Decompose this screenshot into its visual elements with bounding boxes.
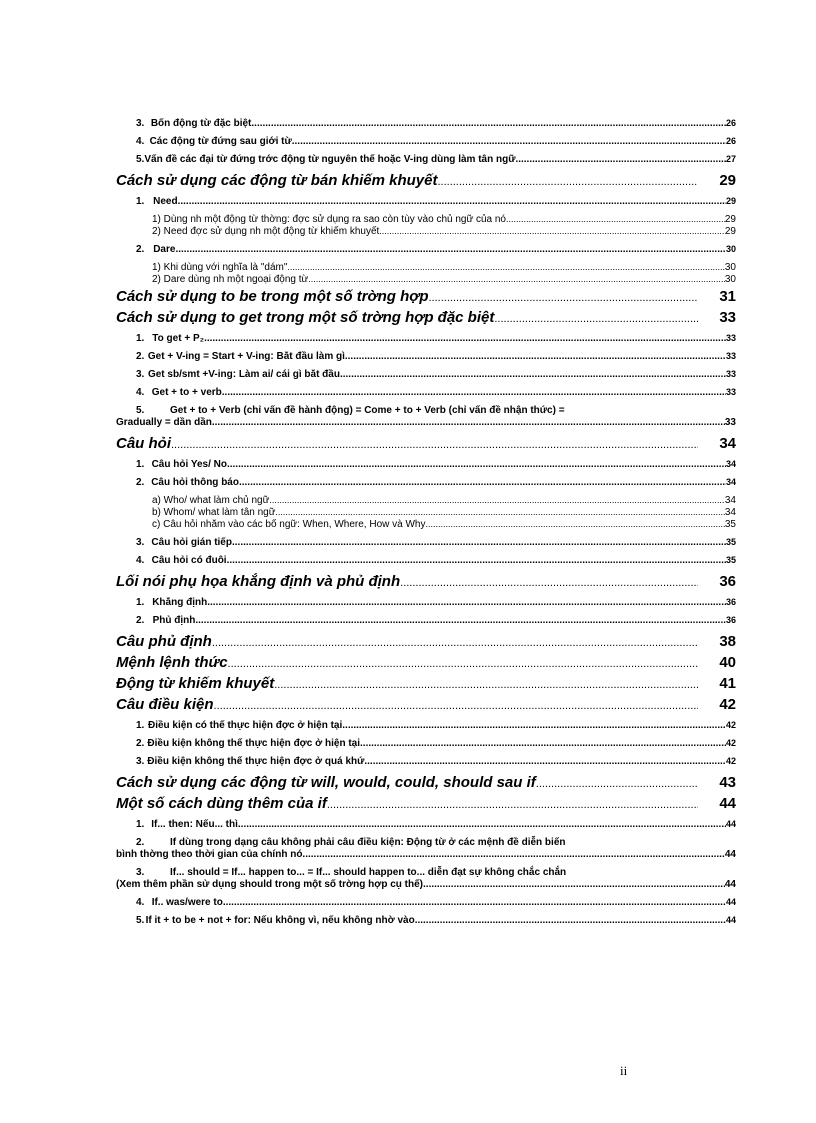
toc-leader-dots: [269, 495, 725, 505]
toc-subsection[interactable]: [116, 597, 740, 609]
toc-item[interactable]: [116, 495, 740, 507]
toc-entry-number: 1.: [136, 819, 145, 830]
toc-leader-dots: [251, 118, 726, 129]
toc-entry-number: 5.: [136, 405, 145, 416]
toc-leader-dots: [275, 507, 724, 517]
toc-item[interactable]: [116, 214, 740, 226]
toc-entry-title: Câu hỏi có đuôi: [151, 555, 227, 566]
toc-leader-dots: [212, 637, 698, 649]
toc-leader-dots: [274, 679, 698, 691]
toc-subsection[interactable]: [116, 136, 740, 148]
toc-leader-dots: [327, 799, 698, 811]
toc-leader-dots: [287, 262, 724, 272]
toc-entry-title-line-2: bình thờng theo thời gian của chính nó.: [116, 849, 306, 860]
toc-entry-title: Cách sử dụng các động từ bán khiếm khuyết: [116, 172, 438, 189]
toc-leader-dots: [305, 849, 725, 861]
toc-entry-number: 5.: [136, 915, 145, 926]
toc-entry-page: 44: [724, 879, 736, 890]
toc-subsection[interactable]: [116, 196, 740, 208]
toc-entry-title: Câu hỏi gián tiếp: [151, 537, 232, 548]
toc-leader-dots: [400, 577, 698, 589]
toc-section[interactable]: [116, 573, 740, 591]
toc-leader-dots: [232, 537, 726, 548]
toc-entry-title: Câu phủ định: [116, 633, 212, 650]
toc-section[interactable]: [116, 435, 740, 453]
toc-leader-dots: [506, 214, 725, 224]
toc-entry-page: 36: [719, 573, 736, 590]
toc-entry-number: 2.: [136, 477, 145, 488]
toc-entry-page: 33: [725, 369, 736, 379]
toc-item[interactable]: [116, 519, 740, 531]
toc-entry-title: Câu hỏi: [116, 435, 171, 452]
toc-entry-line-1: [116, 405, 736, 417]
toc-entry-number: 2.: [136, 615, 145, 626]
toc-entry-page: 30: [725, 244, 736, 254]
toc-entry-title: Câu điều kiện: [116, 696, 214, 713]
toc-leader-dots: [204, 333, 726, 344]
toc-entry-title: Điều kiện không thể thực hiện đợc ở hiện tại: [147, 738, 361, 749]
toc-subsection[interactable]: [116, 897, 740, 909]
toc-entry-title: Mệnh lệnh thức: [116, 654, 228, 671]
toc-entry-page: 42: [725, 756, 736, 766]
toc-entry-page: 41: [719, 675, 736, 692]
toc-leader-dots: [308, 274, 725, 284]
toc-leader-dots: [227, 459, 726, 470]
toc-entry-title: Vấn đề các đại từ đứng trớc động từ nguyên thể hoặc V-ing dùng làm tân ngữ: [144, 154, 516, 165]
toc-entry-page: 29: [724, 226, 736, 237]
toc-leader-dots: [494, 313, 698, 325]
toc-subsection[interactable]: [116, 244, 740, 256]
toc-entry-page: 29: [724, 214, 736, 225]
toc-section[interactable]: [116, 288, 740, 306]
toc-leader-dots: [195, 615, 726, 626]
toc-entry-page: 26: [725, 118, 736, 128]
toc-leader-dots: [345, 351, 726, 362]
toc-subsection[interactable]: [116, 555, 740, 567]
toc-leader-dots: [239, 477, 726, 488]
toc-entry-number: 3.: [136, 537, 145, 548]
toc-entry-number: 4.: [136, 897, 145, 908]
toc-entry-page: 34: [725, 459, 736, 469]
toc-entry-page: 42: [719, 696, 736, 713]
toc-leader-dots: [417, 915, 726, 926]
toc-entry-number: 1.: [136, 459, 145, 470]
toc-entry-page: 44: [725, 897, 736, 907]
toc-leader-dots: [536, 778, 698, 790]
toc-entry-line-2: [116, 417, 736, 429]
toc-entry-title: b) Whom/ what làm tân ngữ: [152, 507, 276, 518]
toc-section[interactable]: [116, 774, 740, 792]
toc-entry-page: 33: [719, 309, 736, 326]
toc-section[interactable]: [116, 633, 740, 651]
toc-entry-title: If... then: Nếu... thì: [151, 819, 238, 830]
toc-section[interactable]: [116, 172, 740, 190]
toc-subsection[interactable]: [116, 537, 740, 549]
toc-entry-page: 42: [725, 720, 736, 730]
toc-entry-page: 40: [719, 654, 736, 671]
toc-entry-title: Need: [153, 196, 178, 207]
toc-entry-title: 2) Dare dùng nh một ngoại động từ: [152, 274, 309, 285]
toc-entry-page: 33: [725, 351, 736, 361]
toc-entry-page: 35: [725, 555, 736, 565]
toc-entry-title: Cách sử dụng các động từ will, would, could, should sau if: [116, 774, 536, 791]
toc-entry-title: 1) Khi dùng với nghĩa là "dám": [152, 262, 288, 273]
toc-entry-title: a) Who/ what làm chủ ngữ: [152, 495, 270, 506]
toc-entry-line-1: [116, 867, 736, 879]
toc-subsection[interactable]: [116, 915, 740, 927]
table-of-contents: [116, 112, 740, 933]
toc-entry-number: 2.: [136, 738, 145, 749]
toc-subsection[interactable]: [116, 477, 740, 489]
toc-leader-dots: [437, 176, 698, 188]
toc-leader-dots: [343, 369, 726, 380]
toc-entry-title: Get sb/smt +V-ing: Làm ai/ cái gì bắt đầu.: [147, 369, 343, 380]
toc-entry-number: 4.: [136, 555, 145, 566]
toc-leader-dots: [212, 417, 725, 429]
toc-section[interactable]: [116, 795, 740, 813]
toc-leader-dots: [223, 897, 726, 908]
toc-entry-line-1: [116, 837, 736, 849]
toc-entry-wrapped[interactable]: [116, 837, 740, 861]
toc-leader-dots: [292, 136, 726, 147]
toc-section[interactable]: [116, 696, 740, 714]
toc-entry-title: Điều kiện có thể thực hiện đợc ở hiện tại: [147, 720, 343, 731]
toc-entry-title-line-1: If dùng trong dạng câu không phải câu điều kiện: Động từ ở các mệnh đề diễn biến: [170, 837, 566, 848]
toc-entry-title-line-1: If... should = If... happen to... = If... should happen to... diễn đạt sự không chắc chắn: [170, 867, 567, 878]
toc-entry-number: 2.: [136, 244, 145, 255]
toc-entry-number: 3.: [136, 369, 145, 380]
toc-leader-dots: [425, 519, 724, 529]
toc-entry-line-2: [116, 849, 736, 861]
toc-subsection[interactable]: [116, 118, 740, 130]
toc-entry-page: 34: [724, 495, 736, 506]
toc-subsection[interactable]: [116, 459, 740, 471]
toc-subsection[interactable]: [116, 756, 740, 768]
toc-subsection[interactable]: [116, 387, 740, 399]
toc-entry-title: Get + to + verb: [151, 387, 222, 398]
toc-leader-dots: [207, 597, 726, 608]
toc-entry-page: 27: [725, 154, 736, 164]
toc-entry-number: 4.: [136, 136, 145, 147]
toc-item[interactable]: [116, 274, 740, 286]
toc-entry-title-line-1: Get + to + Verb (chỉ vấn đề hành động) = Come + to + Verb (chỉ vấn đề nhận thức) =: [170, 405, 565, 416]
toc-entry-number: 3.: [136, 118, 145, 129]
toc-entry-title: Get + V-ing = Start + V-ing: Bắt đầu làm gì: [147, 351, 345, 362]
toc-leader-dots: [175, 244, 726, 255]
toc-entry-title-line-2: (Xem thêm phần sử dụng should trong một số trờng hợp cụ thể): [116, 879, 424, 890]
toc-entry-number: 4.: [136, 387, 145, 398]
toc-entry-title: Các động từ đứng sau giới từ: [149, 136, 292, 147]
toc-entry-page: 30: [724, 274, 736, 285]
toc-item[interactable]: [116, 507, 740, 519]
toc-leader-dots: [342, 720, 726, 731]
toc-entry-page: 33: [725, 333, 736, 343]
toc-entry-page: 44: [724, 849, 736, 860]
toc-entry-number: 3.: [136, 756, 145, 767]
toc-entry-wrapped[interactable]: [116, 405, 740, 429]
toc-entry-page: 31: [719, 288, 736, 305]
toc-entry-title: c) Câu hỏi nhắm vào các bổ ngữ: When, Where, How và Why: [152, 519, 426, 530]
toc-leader-dots: [423, 879, 725, 891]
toc-leader-dots: [238, 819, 726, 830]
toc-leader-dots: [171, 439, 698, 451]
toc-entry-number: 1.: [136, 597, 145, 608]
toc-entry-page: 33: [725, 387, 736, 397]
toc-entry-title: Dare: [153, 244, 176, 255]
toc-leader-dots: [214, 700, 698, 712]
toc-entry-title: Một số cách dùng thêm của if: [116, 795, 327, 812]
toc-leader-dots: [227, 555, 726, 566]
toc-subsection[interactable]: [116, 351, 740, 363]
toc-entry-number: 2.: [136, 837, 145, 848]
toc-entry-title: Điều kiện không thể thực hiện đợc ở quá khứ: [147, 756, 365, 767]
toc-entry-line-2: [116, 879, 736, 891]
toc-entry-page: 34: [719, 435, 736, 452]
toc-leader-dots: [178, 196, 726, 207]
toc-entry-title: Cách sử dụng to get trong một số trờng hợp đặc biệt: [116, 309, 495, 326]
toc-subsection[interactable]: [116, 720, 740, 732]
toc-leader-dots: [379, 226, 725, 236]
toc-section[interactable]: [116, 309, 740, 327]
toc-entry-title: Bốn động từ đặc biệt: [150, 118, 252, 129]
toc-entry-number: 5.: [136, 154, 145, 165]
toc-entry-page: 34: [725, 477, 736, 487]
toc-entry-title: 1) Dùng nh một động từ thờng: đợc sử dụng ra sao còn tùy vào chủ ngữ của nó: [152, 214, 506, 225]
toc-entry-page: 35: [725, 537, 736, 547]
toc-leader-dots: [360, 738, 726, 749]
toc-entry-title: 2) Need đợc sử dụng nh một động từ khiếm khuyết: [152, 226, 380, 237]
toc-subsection[interactable]: [116, 819, 740, 831]
toc-entry-title: Lối nói phụ họa khẳng định và phủ định: [116, 573, 401, 590]
toc-entry-wrapped[interactable]: [116, 867, 740, 891]
toc-entry-page: 36: [725, 615, 736, 625]
toc-entry-page: 44: [719, 795, 736, 812]
toc-entry-page: 44: [725, 915, 736, 925]
toc-entry-title: Câu hỏi Yes/ No: [151, 459, 227, 470]
toc-leader-dots: [515, 154, 726, 165]
toc-entry-title: If it + to be + not + for: Nếu không vì, nếu không nhờ vào.: [145, 915, 418, 926]
toc-entry-page: 44: [725, 819, 736, 829]
toc-entry-number: 1.: [136, 333, 145, 344]
toc-entry-page: 35: [724, 519, 736, 530]
toc-section[interactable]: [116, 654, 740, 672]
toc-entry-title: Khẳng định: [152, 597, 208, 608]
toc-entry-page: 29: [725, 196, 736, 206]
page-number: ii: [620, 1063, 628, 1078]
toc-entry-title: To get + P₂: [152, 333, 205, 344]
toc-leader-dots: [222, 387, 726, 398]
toc-entry-page: 29: [719, 172, 736, 189]
toc-entry-page: 43: [719, 774, 736, 791]
toc-entry-title: If.. was/were to: [151, 897, 223, 908]
toc-entry-title-line-2: Gradually = dần dần: [116, 417, 212, 428]
toc-entry-number: 1.: [136, 720, 145, 731]
toc-entry-title: Phủ định: [152, 615, 196, 626]
toc-entry-page: 38: [719, 633, 736, 650]
toc-entry-title: Câu hỏi thông báo: [151, 477, 239, 488]
toc-subsection[interactable]: [116, 369, 740, 381]
toc-section[interactable]: [116, 675, 740, 693]
toc-subsection[interactable]: [116, 154, 740, 166]
toc-entry-page: 34: [724, 507, 736, 518]
toc-entry-title: Động từ khiếm khuyết: [116, 675, 275, 692]
toc-entry-page: 42: [725, 738, 736, 748]
toc-entry-page: 36: [725, 597, 736, 607]
toc-leader-dots: [364, 756, 726, 767]
toc-entry-number: 2.: [136, 351, 145, 362]
toc-leader-dots: [228, 658, 698, 670]
toc-entry-number: 3.: [136, 867, 145, 878]
toc-entry-page: 26: [725, 136, 736, 146]
toc-entry-number: 1.: [136, 196, 145, 207]
toc-item[interactable]: [116, 226, 740, 238]
toc-subsection[interactable]: [116, 738, 740, 750]
toc-item[interactable]: [116, 262, 740, 274]
toc-subsection[interactable]: [116, 615, 740, 627]
toc-entry-page: 33: [724, 417, 736, 428]
toc-subsection[interactable]: [116, 333, 740, 345]
toc-leader-dots: [429, 292, 699, 304]
toc-entry-page: 30: [724, 262, 736, 273]
toc-entry-title: Cách sử dụng to be trong một số trờng hợp: [116, 288, 429, 305]
